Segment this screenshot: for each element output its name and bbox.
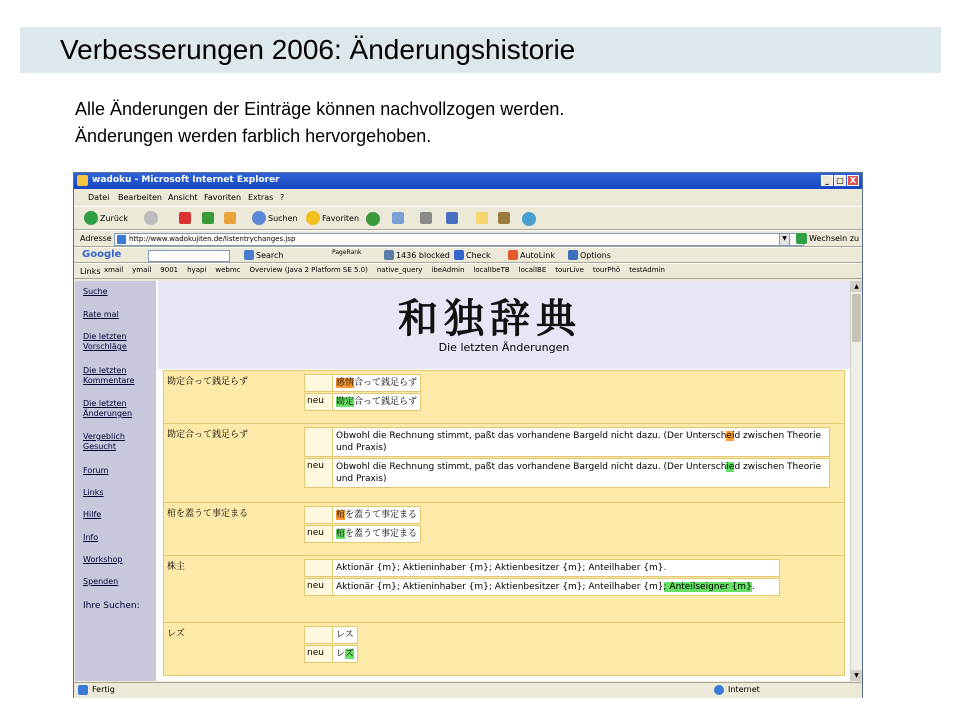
google-toolbar [74, 247, 862, 263]
new-value: 棺を蓋うて事定まる [336, 529, 418, 539]
links-label: Links [80, 267, 101, 276]
new-label: neu [305, 579, 333, 595]
nav-kommentare[interactable]: Die letzten Kommentare [83, 366, 135, 385]
table-row [164, 556, 844, 623]
menu-help[interactable]: ? [280, 193, 285, 202]
new-value: 勘定合って銭足らず [336, 397, 418, 407]
new-version-row [304, 645, 358, 663]
changes-table [163, 370, 845, 676]
added-highlight: 勘定 [336, 397, 355, 407]
nav-spenden[interactable]: Spenden [83, 577, 119, 586]
search-button[interactable]: Suchen [252, 211, 298, 225]
slide-intro [75, 96, 564, 150]
entry-key: 株主 [167, 562, 186, 572]
mail-button[interactable] [392, 212, 404, 224]
added-highlight: 棺 [336, 529, 346, 539]
link-9001[interactable]: 9001 [160, 266, 179, 274]
old-version-row [304, 506, 421, 524]
new-value: Aktionär {m}; Aktieninhaber {m}; Aktienbesitzer {m}; Anteilhaber {m}; Anteilseigner {m}. [336, 582, 755, 592]
star-icon [306, 211, 320, 225]
pagerank-label: PageRank [332, 249, 362, 256]
print-button[interactable] [420, 212, 432, 224]
page-icon [117, 235, 126, 244]
nav-hilfe[interactable]: Hilfe [83, 510, 102, 519]
nav-aenderungen[interactable]: Die letzten Änderungen [83, 399, 133, 418]
added-highlight: ie [726, 462, 735, 472]
mail-icon [392, 212, 404, 224]
link-testadmin[interactable]: testAdmin [629, 266, 665, 274]
stop-button[interactable] [179, 212, 191, 224]
discuss-button[interactable] [476, 212, 488, 224]
address-label: Adresse [80, 234, 112, 243]
forward-arrow-icon [144, 211, 158, 225]
menu-bearbeiten[interactable]: Bearbeiten [118, 193, 162, 202]
stop-icon [179, 212, 191, 224]
old-value: 感情合って銭足らず [336, 378, 418, 388]
ie-icon [77, 175, 88, 186]
your-searches-label: Ihre Suchen: [83, 601, 140, 611]
nav-vorschlaege[interactable]: Die letzten Vorschläge [83, 332, 127, 351]
sidebar-nav [75, 281, 156, 681]
new-version-row [304, 578, 780, 596]
spellcheck-button[interactable]: Check [454, 250, 491, 260]
options-button[interactable]: Options [568, 250, 611, 260]
go-button[interactable]: Wechseln zu [796, 233, 859, 244]
entry-key: 勘定合って銭足らず [167, 377, 249, 387]
link-tourlive[interactable]: tourLive [555, 266, 584, 274]
link-java-overview[interactable]: Overview (Java 2 Platform SE 5.0) [249, 266, 368, 274]
history-button[interactable] [366, 212, 380, 226]
intro-line-2: Änderungen werden farblich hervorgehoben. [75, 126, 432, 146]
link-localibe[interactable]: localIBE [518, 266, 547, 274]
entry-key: 棺を蓋うて事定まる [167, 509, 249, 519]
back-arrow-icon [84, 211, 98, 225]
favorites-button[interactable]: Favoriten [306, 211, 359, 225]
link-tourpho[interactable]: tourPhö [592, 266, 621, 274]
removed-highlight: 感情 [336, 378, 355, 388]
old-value: 棺を蓋うて事定まる [336, 510, 418, 520]
new-value: レズ [336, 649, 354, 659]
link-webmc[interactable]: webmc [215, 266, 241, 274]
messenger-icon [522, 212, 536, 226]
entry-key: 勘定合って銭足らず [167, 430, 249, 440]
history-icon [366, 212, 380, 226]
print-icon [420, 212, 432, 224]
refresh-icon [202, 212, 214, 224]
table-row [164, 623, 844, 675]
menu-ansicht[interactable]: Ansicht [168, 193, 198, 202]
new-label: neu [305, 394, 333, 410]
maximize-button[interactable]: □ [834, 175, 846, 186]
status-bar [74, 682, 862, 698]
old-version-row [304, 374, 421, 392]
word-icon [446, 212, 458, 224]
link-hyapi[interactable]: hyapi [187, 266, 207, 274]
menu-bar [74, 190, 862, 206]
google-logo: Google [82, 249, 122, 260]
intro-line-1: Alle Änderungen der Einträge können nachvollzogen werden. [75, 99, 565, 119]
security-zone: Internet [728, 685, 760, 694]
research-button[interactable] [498, 212, 510, 224]
google-search-input[interactable] [148, 250, 230, 262]
google-g-icon [244, 250, 254, 260]
popup-blocker[interactable]: 1436 blocked [384, 250, 450, 260]
new-label: neu [305, 646, 333, 662]
entry-key: レズ [167, 629, 185, 639]
scroll-thumb[interactable] [852, 294, 861, 342]
removed-highlight: ei [726, 431, 735, 441]
scroll-down-icon[interactable]: ▼ [851, 670, 862, 681]
nav-suche[interactable]: Suche [83, 287, 108, 296]
new-value: Obwohl die Rechnung stimmt, paßt das vorhandene Bargeld nicht dazu. (Der Unterschied zwischen Theorie und Praxis) [336, 462, 822, 484]
old-value: Aktionär {m}; Aktieninhaber {m}; Aktienbesitzer {m}; Anteilhaber {m}. [336, 563, 667, 573]
forward-button[interactable] [144, 211, 158, 225]
go-arrow-icon [796, 233, 807, 244]
minimize-button[interactable]: _ [821, 175, 833, 186]
vertical-scrollbar[interactable] [850, 281, 862, 681]
link-localibetb[interactable]: localIbeTB [473, 266, 510, 274]
research-icon [498, 212, 510, 224]
slide-title: Verbesserungen 2006: Änderungshistorie [60, 34, 576, 65]
back-button[interactable]: Zurück [84, 211, 128, 225]
address-input[interactable]: http://www.wadokujiten.de/listentrychanges.jsp [114, 233, 804, 246]
added-highlight: ; Anteilseigner {m} [663, 582, 752, 592]
window-title-bar [74, 173, 862, 189]
link-ymail[interactable]: ymail [132, 266, 152, 274]
close-button[interactable]: X [847, 175, 859, 186]
status-text: Fertig [92, 685, 115, 694]
google-search-button[interactable]: Search [244, 250, 283, 260]
autolink-icon [508, 250, 518, 260]
nav-workshop[interactable]: Workshop [83, 555, 123, 564]
table-row [164, 503, 844, 556]
wadoku-logo: 和独辞典 [398, 295, 582, 342]
nav-forum[interactable]: Forum [83, 466, 109, 475]
slide-title-bar [20, 27, 941, 73]
folder-icon [476, 212, 488, 224]
nav-rate-mal[interactable]: Rate mal [83, 310, 119, 319]
home-button[interactable] [224, 212, 236, 224]
edit-button[interactable] [446, 212, 458, 224]
autolink-button[interactable]: AutoLink [508, 250, 555, 260]
new-label: neu [305, 526, 333, 542]
table-row [164, 424, 844, 503]
table-row [164, 371, 844, 424]
old-version-row [304, 427, 830, 457]
check-icon [454, 250, 464, 260]
links-toolbar [74, 263, 862, 279]
removed-highlight: 棺 [336, 510, 346, 520]
nav-info[interactable]: Info [83, 533, 99, 542]
globe-icon [714, 685, 724, 695]
page-content [75, 281, 850, 681]
page-banner [158, 281, 850, 369]
menu-datei[interactable]: Datei [88, 193, 110, 202]
new-version-row [304, 458, 830, 488]
new-label: neu [305, 459, 333, 487]
standard-toolbar [74, 206, 862, 230]
messenger-button[interactable] [522, 212, 536, 226]
home-icon [224, 212, 236, 224]
nav-links[interactable]: Links [83, 488, 104, 497]
new-version-row [304, 393, 421, 411]
options-icon [568, 250, 578, 260]
old-value: Obwohl die Rechnung stimmt, paßt das vorhandene Bargeld nicht dazu. (Der Unterscheid zwischen Theorie und Praxis) [336, 431, 822, 453]
scroll-up-icon[interactable]: ▲ [851, 281, 862, 292]
nav-vergeblich-gesucht[interactable]: Vergeblich Gesucht [83, 432, 125, 451]
window-title: wadoku - Microsoft Internet Explorer [92, 175, 280, 185]
refresh-button[interactable] [202, 212, 214, 224]
added-highlight: ズ [344, 649, 354, 659]
address-dropdown[interactable]: ▼ [779, 233, 790, 246]
page-title: Die letzten Änderungen [438, 341, 570, 354]
link-xmail[interactable]: xmail [104, 266, 124, 274]
menu-favoriten[interactable]: Favoriten [204, 193, 242, 202]
address-bar [74, 230, 862, 247]
link-native-query[interactable]: native_query [376, 266, 423, 274]
old-value: レス [336, 630, 354, 640]
browser-screenshot [73, 172, 863, 698]
link-ibeadmin[interactable]: ibeAdmin [431, 266, 465, 274]
page-done-icon [78, 685, 88, 695]
old-version-row [304, 626, 358, 644]
search-icon [252, 211, 266, 225]
menu-extras[interactable]: Extras [248, 193, 274, 202]
new-version-row [304, 525, 421, 543]
blocker-icon [384, 250, 394, 260]
old-version-row [304, 559, 780, 577]
